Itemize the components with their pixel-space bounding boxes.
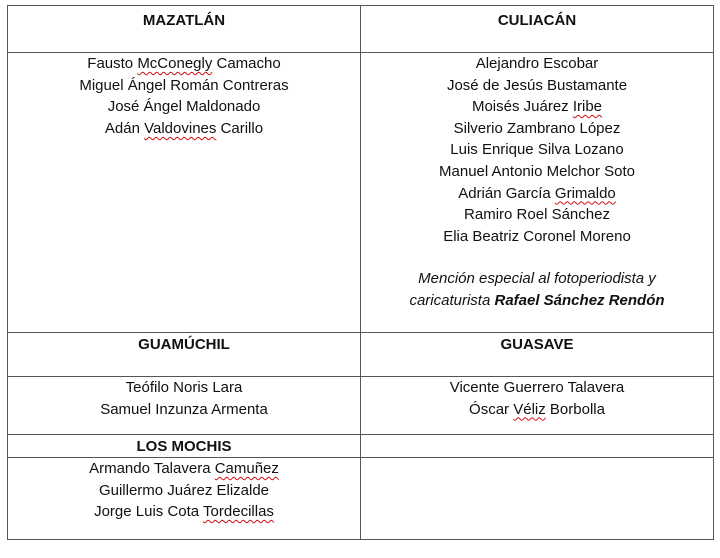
names-cell-los-mochis [8, 458, 361, 540]
name-text: Silverio Zambrano López [453, 119, 621, 137]
name-line [8, 75, 360, 97]
name-text: Fausto [87, 55, 138, 72]
name-line [8, 399, 360, 421]
name-text-suffix: Camacho [212, 55, 281, 72]
spellcheck-flagged-word: Iribe [572, 98, 603, 116]
names-cell-guasave [361, 377, 714, 435]
name-line [361, 96, 713, 118]
header-los-mochis: LOS MOCHIS [8, 435, 361, 458]
body-row-1 [8, 53, 714, 333]
name-line [8, 96, 360, 118]
names-cell-culiacan [361, 53, 714, 333]
spellcheck-flagged-word: Valdovines [144, 119, 217, 137]
name-line [8, 458, 360, 480]
name-line [361, 183, 713, 205]
name-text: Guillermo Juárez Elizalde [98, 481, 270, 499]
body-row-3 [8, 458, 714, 540]
body-row-2 [8, 377, 714, 435]
name-text: Manuel Antonio Melchor Soto [439, 162, 635, 180]
name-line [8, 480, 360, 502]
name-text: Luis Enrique Silva Lozano [450, 141, 624, 159]
name-text: Ramiro Roel Sánchez [464, 206, 610, 224]
spellcheck-flagged-word: Camuñez [214, 460, 279, 477]
header-mazatlan: MAZATLÁN [8, 6, 361, 53]
name-text: Armando Talavera [89, 460, 215, 477]
name-text: José Ángel Maldonado [107, 98, 261, 116]
name-line [8, 501, 360, 523]
name-text: Adán [104, 119, 145, 137]
special-mention [361, 268, 713, 311]
name-line [361, 53, 713, 75]
name-text-suffix: Borbolla [545, 400, 605, 418]
name-text: José de Jesús Bustamante [446, 76, 628, 94]
name-line [8, 118, 360, 140]
name-line [361, 139, 713, 161]
spellcheck-flagged-word: McConegly [137, 55, 213, 72]
cities-table [7, 5, 714, 540]
name-line [8, 377, 360, 399]
mention-line-2 [361, 290, 713, 312]
name-line [361, 204, 713, 226]
name-text: Jorge Luis Cota [94, 503, 204, 521]
name-line [361, 399, 713, 421]
header-guasave: GUASAVE [361, 333, 714, 377]
spellcheck-flagged-word: Tordecillas [203, 503, 274, 521]
name-line [361, 118, 713, 140]
mention-line-1: Mención especial al fotoperiodista y [418, 270, 656, 288]
header-culiacan: CULIACÁN [361, 6, 714, 53]
name-text: Alejandro Escobar [475, 55, 599, 72]
name-text: Samuel Inzunza Armenta [100, 400, 268, 418]
header-row-3 [8, 435, 714, 458]
header-row-1 [8, 6, 714, 53]
name-text: Miguel Ángel Román Contreras [79, 76, 289, 94]
spellcheck-flagged-word: Véliz [513, 400, 546, 418]
empty-header-cell [361, 435, 714, 458]
header-guamuchil: GUAMÚCHIL [8, 333, 361, 377]
name-text: Vicente Guerrero Talavera [449, 379, 625, 396]
name-text: Elia Beatriz Coronel Moreno [443, 227, 631, 245]
name-line [8, 53, 360, 75]
name-line [361, 377, 713, 399]
names-list-culiacan [361, 53, 713, 247]
spellcheck-flagged-word: Grimaldo [554, 184, 616, 202]
name-text: Teófilo Noris Lara [125, 379, 243, 396]
name-line [361, 161, 713, 183]
name-text: Moisés Juárez [471, 98, 573, 116]
names-cell-mazatlan [8, 53, 361, 333]
name-text: Adrián García [458, 184, 555, 202]
name-line [361, 226, 713, 248]
name-text-suffix: Carillo [216, 119, 264, 137]
mention-prefix: caricaturista [409, 291, 495, 309]
header-row-2 [8, 333, 714, 377]
name-text: Óscar [469, 400, 514, 418]
empty-body-cell [361, 458, 714, 540]
mention-name: Rafael Sánchez Rendón [494, 291, 665, 309]
name-line [361, 75, 713, 97]
names-cell-guamuchil [8, 377, 361, 435]
